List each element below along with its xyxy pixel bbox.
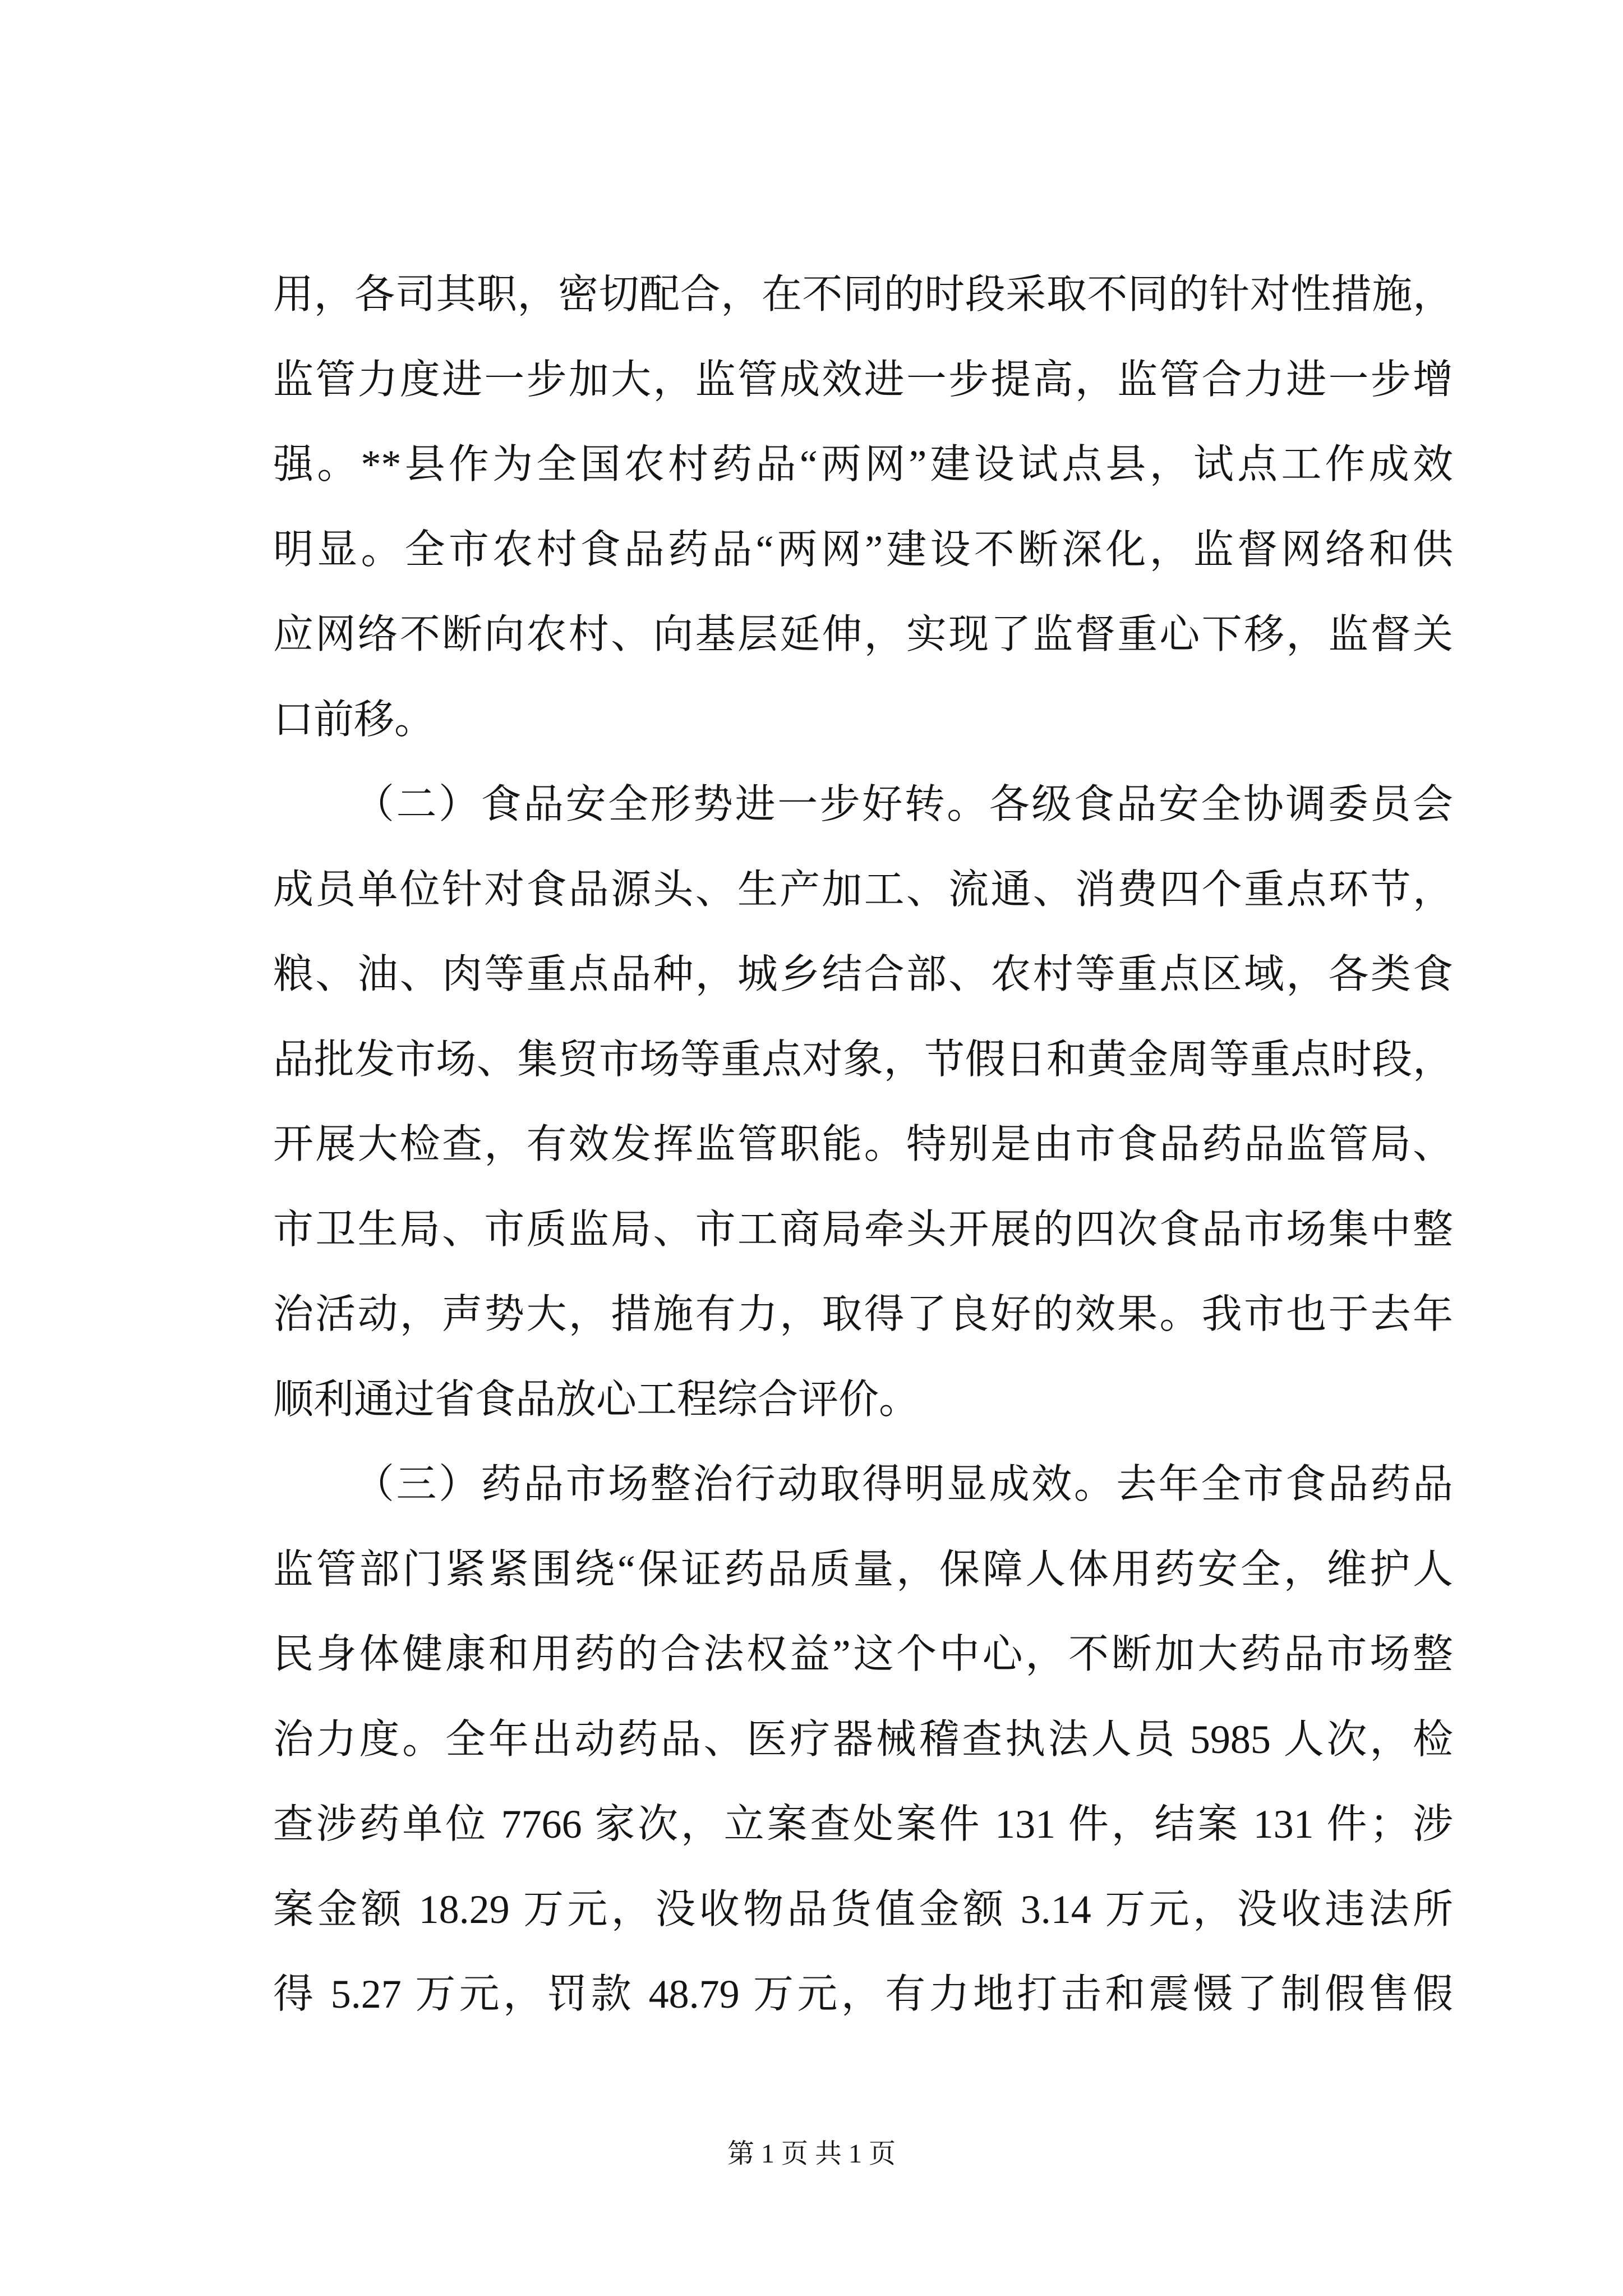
body-line: 用，各司其职，密切配合，在不同的时段采取不同的针对性措施， xyxy=(273,272,1453,317)
body-line: 口前移。 xyxy=(273,697,435,742)
body-line: （三）药品市场整治行动取得明显成效。去年全市食品药品 xyxy=(354,1462,1453,1507)
body-line: 品批发市场、集贸市场等重点对象，节假日和黄金周等重点时段， xyxy=(273,1037,1453,1082)
paragraph xyxy=(273,252,1453,762)
body-line: 治力度。全年出动药品、医疗器械稽查执法人员 5985 人次，检 xyxy=(273,1717,1453,1762)
body-line: 市卫生局、市质监局、市工商局牵头开展的四次食品市场集中整 xyxy=(273,1207,1453,1252)
body-line: 得 5.27 万元，罚款 48.79 万元，有力地打击和震慑了制假售假 xyxy=(273,1972,1453,2017)
body-line: 案金额 18.29 万元，没收物品货值金额 3.14 万元，没收违法所 xyxy=(273,1887,1453,1932)
paragraph xyxy=(273,762,1453,1442)
document-body xyxy=(273,252,1453,2037)
body-line: 粮、油、肉等重点品种，城乡结合部、农村等重点区域，各类食 xyxy=(273,952,1453,997)
body-line: 成员单位针对食品源头、生产加工、流通、消费四个重点环节， xyxy=(273,867,1453,912)
body-line: 顺利通过省食品放心工程综合评价。 xyxy=(273,1377,920,1422)
body-line: （二）食品安全形势进一步好转。各级食品安全协调委员会 xyxy=(354,782,1453,827)
paragraph xyxy=(273,1442,1453,2037)
body-line: 开展大检查，有效发挥监管职能。特别是由市食品药品监管局、 xyxy=(273,1122,1453,1167)
body-line: 应网络不断向农村、向基层延伸，实现了监督重心下移，监督关 xyxy=(273,612,1453,657)
body-line: 查涉药单位 7766 家次，立案查处案件 131 件，结案 131 件；涉 xyxy=(273,1802,1453,1847)
body-line: 监管部门紧紧围绕“保证药品质量，保障人体用药安全，维护人 xyxy=(273,1547,1453,1592)
body-line: 治活动，声势大，措施有力，取得了良好的效果。我市也于去年 xyxy=(273,1292,1453,1337)
body-line: 监管力度进一步加大，监管成效进一步提高，监管合力进一步增 xyxy=(273,357,1453,402)
body-line: 民身体健康和用药的合法权益”这个中心，不断加大药品市场整 xyxy=(273,1632,1453,1677)
page-footer: 第 1 页 共 1 页 xyxy=(727,2139,896,2169)
body-line: 强。**县作为全国农村药品“两网”建设试点县，试点工作成效 xyxy=(273,442,1453,487)
body-line: 明显。全市农村食品药品“两网”建设不断深化，监督网络和供 xyxy=(273,527,1453,572)
